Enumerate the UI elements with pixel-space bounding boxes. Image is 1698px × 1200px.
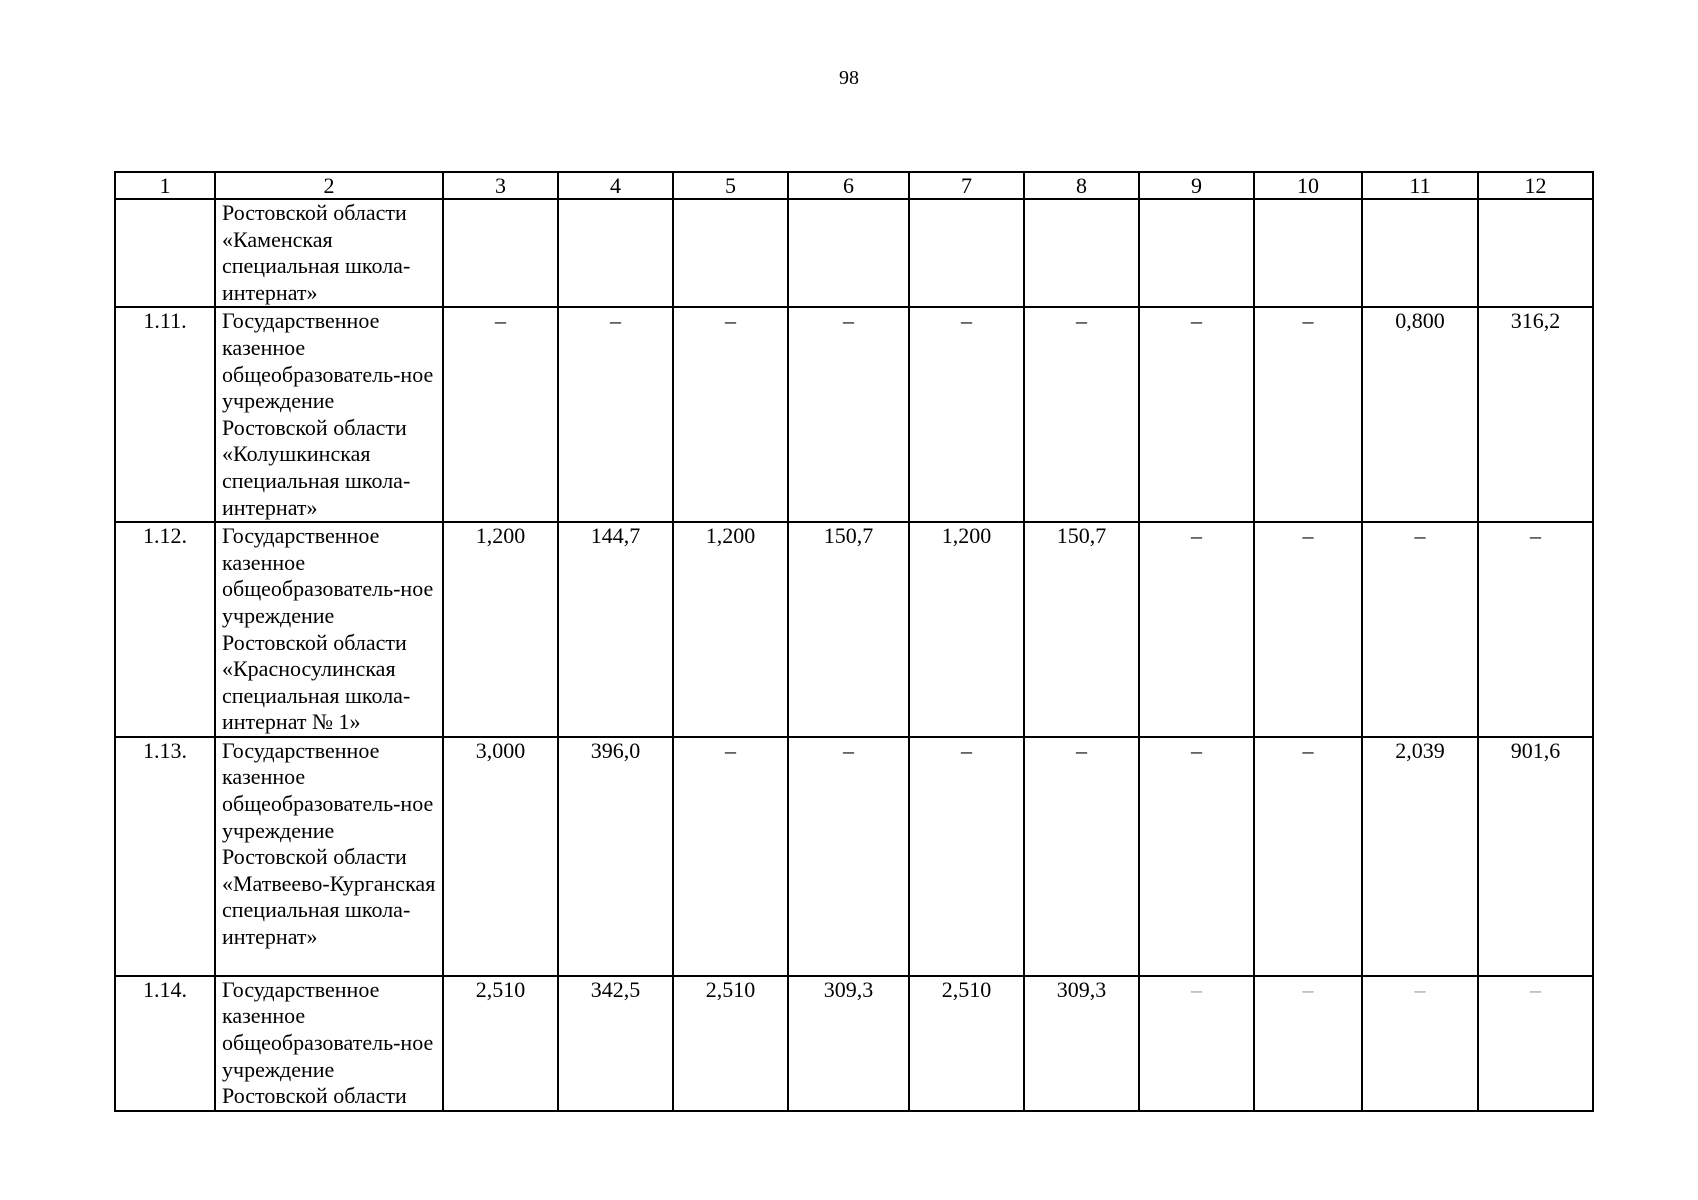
row-number: 1.14. [115,976,215,1111]
table-cell [1362,199,1478,307]
table-cell [673,199,788,307]
table-cell: – [1362,522,1478,737]
table-cell [558,199,673,307]
table-cell: – [909,737,1024,976]
row-number: 1.11. [115,307,215,522]
table-cell: 144,7 [558,522,673,737]
table-cell: – [1139,976,1254,1111]
table-cell: – [1139,737,1254,976]
table-cell: 2,039 [1362,737,1478,976]
table-row [115,307,1593,522]
row-number [115,199,215,307]
table-cell [1478,199,1593,307]
column-header: 11 [1362,172,1478,199]
table-cell [1139,199,1254,307]
table-cell: – [1254,976,1362,1111]
table-cell: 1,200 [443,522,558,737]
table-cell: – [788,307,909,522]
table-cell: 150,7 [788,522,909,737]
column-header: 7 [909,172,1024,199]
table-cell: – [1254,307,1362,522]
row-number: 1.13. [115,737,215,976]
table-cell: 2,510 [909,976,1024,1111]
institution-name: Ростовской области «Каменская специальная школа-интернат» [215,199,443,307]
table-cell: 1,200 [673,522,788,737]
table-cell [443,199,558,307]
table-row [115,976,1593,1111]
table-cell: 309,3 [1024,976,1139,1111]
table-cell: 309,3 [788,976,909,1111]
column-header: 2 [215,172,443,199]
column-header: 4 [558,172,673,199]
column-header: 1 [115,172,215,199]
table-cell: – [788,737,909,976]
table-cell: – [1139,522,1254,737]
institution-name: Государственное казенное общеобразователь-ное учреждение Ростовской области «Колушкинская специальная школа-интернат» [215,307,443,522]
table-cell: – [1024,307,1139,522]
table-cell: 342,5 [558,976,673,1111]
table-cell: – [558,307,673,522]
table-cell: – [1478,522,1593,737]
table-cell: – [673,737,788,976]
table-cell: – [1478,976,1593,1111]
table-cell: – [1139,307,1254,522]
table-row [115,199,1593,307]
column-header: 12 [1478,172,1593,199]
institution-name: Государственное казенное общеобразователь-ное учреждение Ростовской области «Красносулинская специальная школа-интернат № 1» [215,522,443,737]
table-cell: 1,200 [909,522,1024,737]
institution-name: Государственное казенное общеобразователь-ное учреждение Ростовской области [215,976,443,1111]
column-header: 10 [1254,172,1362,199]
table-cell: 2,510 [443,976,558,1111]
table-cell: – [909,307,1024,522]
table-cell [1024,199,1139,307]
column-header: 6 [788,172,909,199]
row-number: 1.12. [115,522,215,737]
data-table [114,171,1594,1112]
table-cell: – [1362,976,1478,1111]
table-cell: 3,000 [443,737,558,976]
column-header: 3 [443,172,558,199]
table-cell: – [443,307,558,522]
table-cell: – [673,307,788,522]
table-row [115,737,1593,976]
table-cell [909,199,1024,307]
table-cell: 396,0 [558,737,673,976]
table-cell: 150,7 [1024,522,1139,737]
table-cell [1254,199,1362,307]
page-number: 98 [839,67,859,89]
table-header-row [115,172,1593,199]
table-row [115,522,1593,737]
table-cell: – [1254,522,1362,737]
column-header: 9 [1139,172,1254,199]
table-cell: 316,2 [1478,307,1593,522]
table-cell: 901,6 [1478,737,1593,976]
column-header: 8 [1024,172,1139,199]
table-cell [788,199,909,307]
table-cell: – [1024,737,1139,976]
table-cell: 2,510 [673,976,788,1111]
column-header: 5 [673,172,788,199]
institution-name: Государственное казенное общеобразователь-ное учреждение Ростовской области «Матвеево-Курганская специальная школа-интернат» [215,737,443,976]
table-cell: 0,800 [1362,307,1478,522]
table-cell: – [1254,737,1362,976]
